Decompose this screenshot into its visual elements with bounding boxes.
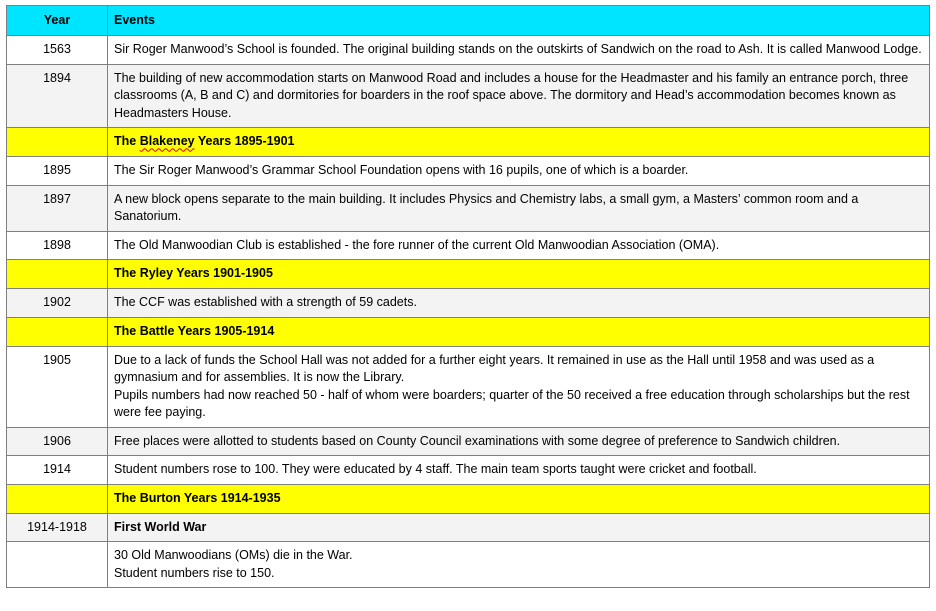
spellcheck-marked-word: Blakeney — [139, 134, 195, 149]
era-heading-row — [7, 317, 930, 346]
event-text: 30 Old Manwoodians (OMs) die in the War. — [114, 548, 353, 562]
table-body — [7, 36, 930, 588]
era-heading-text: The Ryley Years 1901-1905 — [114, 266, 273, 281]
year-cell: 1914 — [7, 456, 108, 485]
era-heading-row — [7, 484, 930, 513]
year-column-header: Year — [7, 6, 108, 36]
events-column-header: Events — [108, 6, 930, 36]
header-row — [7, 6, 930, 36]
history-timeline-table — [6, 5, 930, 588]
era-heading — [108, 317, 930, 346]
era-heading-row — [7, 128, 930, 157]
year-cell — [7, 128, 108, 157]
year-cell: 1902 — [7, 289, 108, 318]
event-text: Pupils numbers had now reached 50 - half of whom were boarders; quarter of the 50 received a free education through scholarships but the rest were fee paying. — [114, 387, 910, 419]
era-heading — [108, 484, 930, 513]
table-row — [7, 346, 930, 427]
event-text: The Sir Roger Manwood’s Grammar School Foundation opens with 16 pupils, one of which is a boarder. — [114, 163, 689, 177]
table-row — [7, 427, 930, 456]
era-heading — [108, 260, 930, 289]
table-header — [7, 6, 930, 36]
event-cell — [108, 36, 930, 65]
event-text: The Old Manwoodian Club is established - the fore runner of the current Old Manwoodian Association (OMA). — [114, 237, 720, 252]
year-cell — [7, 542, 108, 588]
event-cell — [108, 64, 930, 128]
year-cell: 1894 — [7, 64, 108, 128]
era-heading-text-end: Years 1895-1901 — [194, 134, 295, 149]
event-cell — [108, 289, 930, 318]
event-text: Student numbers rose to 100. They were educated by 4 staff. The main team sports taught were cricket and football. — [114, 462, 757, 476]
event-text: A new block opens separate to the main building. It includes Physics and Chemistry labs, a small gym, a Masters’ common room and a Sanatorium. — [114, 191, 859, 223]
year-cell: 1906 — [7, 427, 108, 456]
era-heading-text: The Battle Years 1905-1914 — [114, 323, 275, 338]
table-row — [7, 542, 930, 588]
year-cell: 1905 — [7, 346, 108, 427]
document-page — [6, 5, 929, 588]
table-row — [7, 513, 930, 542]
event-cell — [108, 456, 930, 485]
table-row — [7, 456, 930, 485]
year-cell: 1914-1918 — [7, 513, 108, 542]
event-cell — [108, 346, 930, 427]
era-heading — [108, 128, 930, 157]
year-cell: 1898 — [7, 231, 108, 260]
era-heading-text: The — [114, 134, 140, 149]
table-row — [7, 289, 930, 318]
event-text: The building of new accommodation starts on Manwood Road and includes a house for the Headmaster and his family an entrance porch, three classrooms (A, B and C) and dormitories for boarders in the roof space above. The dormitory and Head’s accommodation becomes known as Headmasters House. — [114, 70, 909, 120]
event-text: Student numbers rise to 150. — [114, 565, 275, 580]
event-cell — [108, 542, 930, 588]
table-row — [7, 157, 930, 186]
event-cell — [108, 185, 930, 231]
table-row — [7, 231, 930, 260]
year-cell — [7, 484, 108, 513]
era-heading-row — [7, 260, 930, 289]
event-cell — [108, 231, 930, 260]
event-cell — [108, 513, 930, 542]
table-row — [7, 64, 930, 128]
year-cell — [7, 260, 108, 289]
year-cell: 1895 — [7, 157, 108, 186]
table-row — [7, 36, 930, 65]
event-text: The CCF was established with a strength of 59 cadets. — [114, 295, 417, 309]
event-cell — [108, 427, 930, 456]
event-cell — [108, 157, 930, 186]
year-cell: 1897 — [7, 185, 108, 231]
year-cell — [7, 317, 108, 346]
event-text: First World War — [114, 519, 207, 534]
event-text: Sir Roger Manwood’s School is founded. The original building stands on the outskirts of Sandwich on the road to Ash. It is called Manwood Lodge. — [114, 42, 922, 56]
year-cell: 1563 — [7, 36, 108, 65]
era-heading-text: The Burton Years 1914-1935 — [114, 490, 281, 505]
event-text: Free places were allotted to students based on County Council examinations with some degree of preference to Sandwich children. — [114, 433, 841, 448]
event-text: Due to a lack of funds the School Hall was not added for a further eight years. It remained in use as the Hall until 1958 and was used as a gymnasium and for assemblies. It is now the Library. — [114, 352, 875, 384]
table-row — [7, 185, 930, 231]
